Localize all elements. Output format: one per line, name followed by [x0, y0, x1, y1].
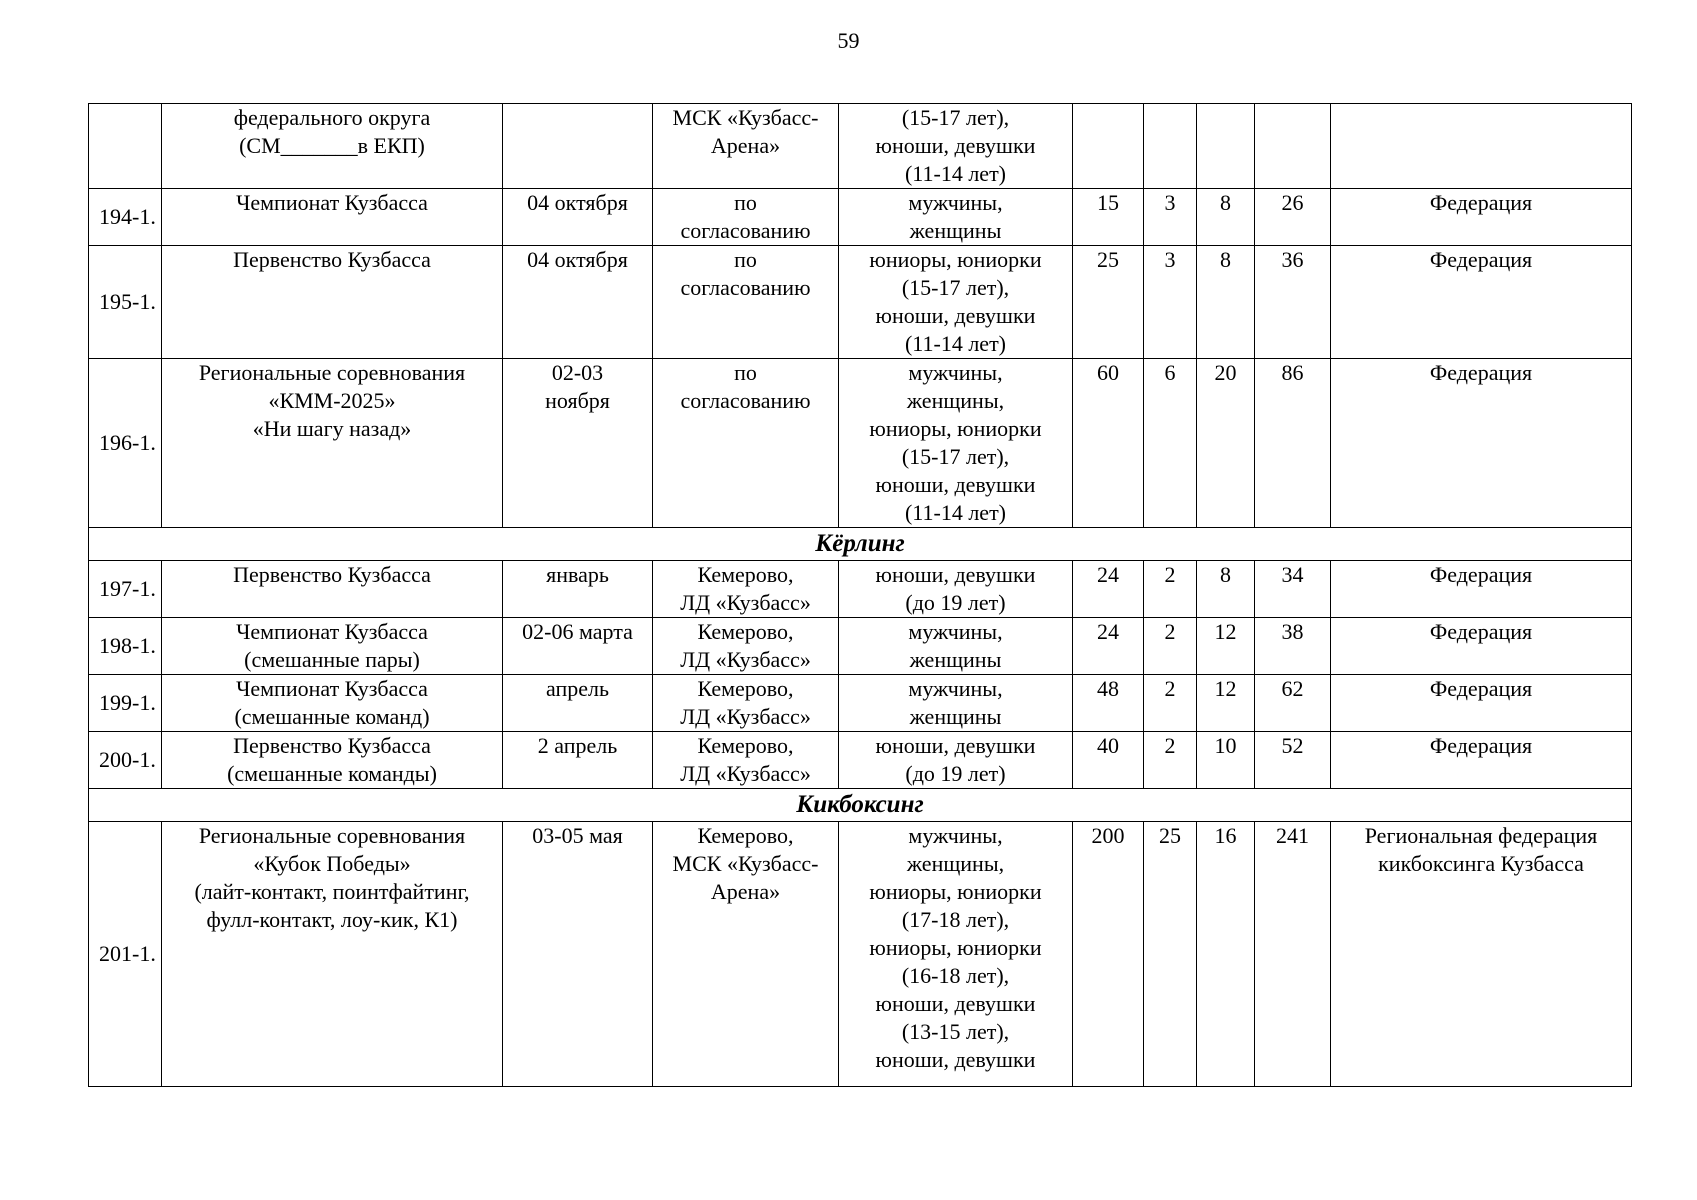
- event-name: Чемпионат Кузбасса: [162, 189, 503, 246]
- event-place: Кемерово, ЛД «Кузбасс»: [653, 561, 839, 618]
- event-date: 2 апрель: [503, 732, 653, 789]
- event-name: Первенство Кузбасса: [162, 246, 503, 359]
- count-coaches: 2: [1144, 618, 1197, 675]
- count-coaches: [1144, 104, 1197, 189]
- organizer: Федерация: [1331, 246, 1632, 359]
- event-name: Чемпионат Кузбасса (смешанные пары): [162, 618, 503, 675]
- participants: мужчины, женщины: [839, 618, 1073, 675]
- row-number: 195-1.: [89, 246, 162, 359]
- event-place: Кемерово, ЛД «Кузбасс»: [653, 675, 839, 732]
- event-place: Кемерово, МСК «Кузбасс- Арена»: [653, 822, 839, 1087]
- organizer: Федерация: [1331, 618, 1632, 675]
- event-name: Региональные соревнования «Кубок Победы» (лайт-контакт, поинтфайтинг, фулл-контакт, лоу-кик, К1): [162, 822, 503, 1087]
- organizer: Федерация: [1331, 561, 1632, 618]
- row-number: 194-1.: [89, 189, 162, 246]
- event-place: МСК «Кузбасс- Арена»: [653, 104, 839, 189]
- count-coaches: 2: [1144, 561, 1197, 618]
- event-name: Чемпионат Кузбасса (смешанные команд): [162, 675, 503, 732]
- count-judges: 20: [1197, 359, 1255, 528]
- participants: мужчины, женщины: [839, 189, 1073, 246]
- count-coaches: 2: [1144, 732, 1197, 789]
- count-total: [1255, 104, 1331, 189]
- count-total: 26: [1255, 189, 1331, 246]
- participants: мужчины, женщины, юниоры, юниорки (17-18 лет), юниоры, юниорки (16-18 лет), юноши, девушки (13-15 лет), юноши, девушки: [839, 822, 1073, 1087]
- row-number: [89, 104, 162, 189]
- page-number: 59: [837, 28, 860, 53]
- table-row: [89, 246, 1632, 359]
- event-date: 04 октября: [503, 246, 653, 359]
- event-date: 03-05 мая: [503, 822, 653, 1087]
- organizer: Федерация: [1331, 359, 1632, 528]
- count-athletes: 40: [1073, 732, 1144, 789]
- count-athletes: [1073, 104, 1144, 189]
- count-total: 62: [1255, 675, 1331, 732]
- event-name: Региональные соревнования «КММ-2025» «Ни шагу назад»: [162, 359, 503, 528]
- organizer: Федерация: [1331, 675, 1632, 732]
- count-judges: 12: [1197, 618, 1255, 675]
- count-judges: 12: [1197, 675, 1255, 732]
- section-title: Кикбоксинг: [89, 789, 1632, 822]
- organizer: Федерация: [1331, 732, 1632, 789]
- count-total: 36: [1255, 246, 1331, 359]
- count-judges: 8: [1197, 246, 1255, 359]
- row-number: 196-1.: [89, 359, 162, 528]
- count-athletes: 24: [1073, 561, 1144, 618]
- event-date: [503, 104, 653, 189]
- organizer: Федерация: [1331, 189, 1632, 246]
- table-row: [89, 822, 1632, 1087]
- row-number: 197-1.: [89, 561, 162, 618]
- count-athletes: 25: [1073, 246, 1144, 359]
- table-row: [89, 732, 1632, 789]
- event-place: по согласованию: [653, 189, 839, 246]
- count-coaches: 2: [1144, 675, 1197, 732]
- count-judges: 8: [1197, 189, 1255, 246]
- event-place: по согласованию: [653, 359, 839, 528]
- table-row: [89, 618, 1632, 675]
- row-number: 201-1.: [89, 822, 162, 1087]
- event-date: 02-03 ноября: [503, 359, 653, 528]
- count-athletes: 48: [1073, 675, 1144, 732]
- participants: юноши, девушки (до 19 лет): [839, 561, 1073, 618]
- event-date: 02-06 марта: [503, 618, 653, 675]
- count-coaches: 25: [1144, 822, 1197, 1087]
- table-row: [89, 189, 1632, 246]
- event-name: Первенство Кузбасса: [162, 561, 503, 618]
- count-total: 38: [1255, 618, 1331, 675]
- count-coaches: 3: [1144, 189, 1197, 246]
- count-judges: 8: [1197, 561, 1255, 618]
- section-row-kickboxing: [89, 789, 1632, 822]
- event-place: Кемерово, ЛД «Кузбасс»: [653, 732, 839, 789]
- section-title: Кёрлинг: [89, 528, 1632, 561]
- count-total: 86: [1255, 359, 1331, 528]
- count-judges: [1197, 104, 1255, 189]
- count-coaches: 3: [1144, 246, 1197, 359]
- table-row: [89, 104, 1632, 189]
- event-name: Первенство Кузбасса (смешанные команды): [162, 732, 503, 789]
- count-athletes: 200: [1073, 822, 1144, 1087]
- competition-schedule-table: [88, 103, 1632, 1087]
- count-total: 52: [1255, 732, 1331, 789]
- count-coaches: 6: [1144, 359, 1197, 528]
- table-row: [89, 675, 1632, 732]
- count-judges: 10: [1197, 732, 1255, 789]
- section-row-curling: [89, 528, 1632, 561]
- row-number: 200-1.: [89, 732, 162, 789]
- participants: юниоры, юниорки (15-17 лет), юноши, девушки (11-14 лет): [839, 246, 1073, 359]
- count-athletes: 15: [1073, 189, 1144, 246]
- participants: (15-17 лет), юноши, девушки (11-14 лет): [839, 104, 1073, 189]
- table-row: [89, 359, 1632, 528]
- participants: юноши, девушки (до 19 лет): [839, 732, 1073, 789]
- event-date: 04 октября: [503, 189, 653, 246]
- count-judges: 16: [1197, 822, 1255, 1087]
- event-date: январь: [503, 561, 653, 618]
- row-number: 199-1.: [89, 675, 162, 732]
- event-place: по согласованию: [653, 246, 839, 359]
- count-total: 241: [1255, 822, 1331, 1087]
- event-date: апрель: [503, 675, 653, 732]
- event-place: Кемерово, ЛД «Кузбасс»: [653, 618, 839, 675]
- row-number: 198-1.: [89, 618, 162, 675]
- participants: мужчины, женщины, юниоры, юниорки (15-17 лет), юноши, девушки (11-14 лет): [839, 359, 1073, 528]
- event-name: федерального округа (СМ_______в ЕКП): [162, 104, 503, 189]
- participants: мужчины, женщины: [839, 675, 1073, 732]
- organizer: [1331, 104, 1632, 189]
- table-row: [89, 561, 1632, 618]
- count-total: 34: [1255, 561, 1331, 618]
- organizer: Региональная федерация кикбоксинга Кузбасса: [1331, 822, 1632, 1087]
- count-athletes: 24: [1073, 618, 1144, 675]
- count-athletes: 60: [1073, 359, 1144, 528]
